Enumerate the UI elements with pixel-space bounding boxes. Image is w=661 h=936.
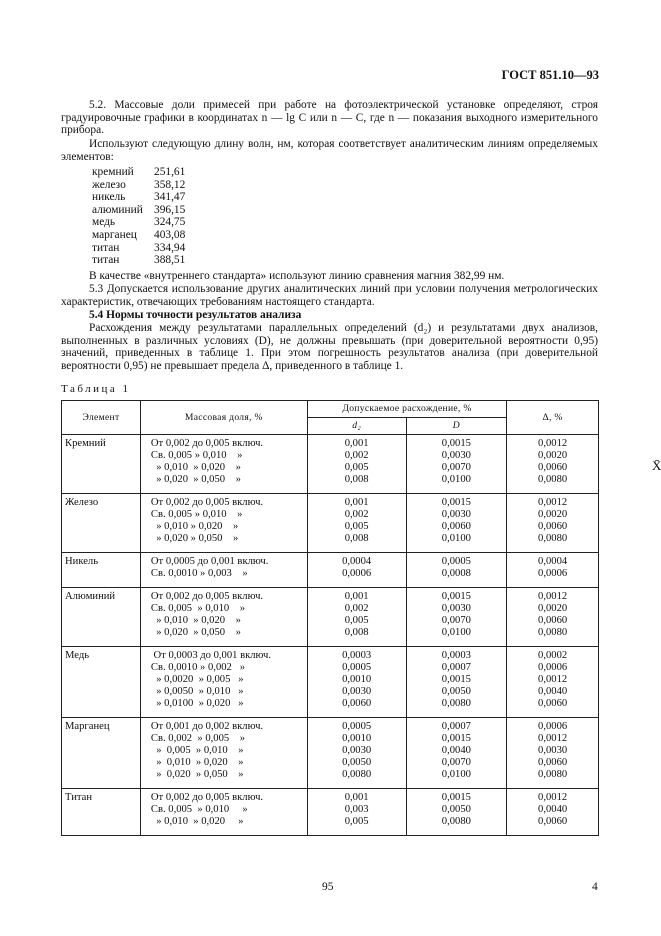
cell-line: 0,0015 bbox=[441, 438, 471, 449]
cell-line: Титан bbox=[65, 792, 93, 803]
cell-line: 0,0015 bbox=[441, 792, 471, 803]
cell-line: От 0,002 до 0,005 включ. bbox=[150, 792, 264, 803]
cell-line: 0,0050 bbox=[342, 757, 372, 768]
cell-line: Медь bbox=[65, 650, 90, 661]
cell-line: 0,0015 bbox=[441, 591, 471, 602]
D-cell bbox=[406, 588, 507, 647]
wavelength-value: 251,61 bbox=[154, 166, 186, 178]
cell-line: 0,002 bbox=[344, 509, 369, 520]
cell-line: 0,0012 bbox=[538, 497, 568, 508]
mass-fraction-cell bbox=[140, 435, 307, 494]
delta-cell bbox=[507, 647, 599, 718]
wavelength-row bbox=[92, 254, 185, 267]
header-delta: Δ, % bbox=[507, 401, 599, 435]
wavelength-list bbox=[92, 166, 185, 267]
cell-line: От 0,0003 до 0,001 включ. bbox=[150, 650, 272, 661]
cell-line: 0,0080 bbox=[538, 769, 568, 780]
wavelength-value: 324,75 bbox=[154, 216, 186, 229]
element-cell bbox=[62, 435, 141, 494]
paragraph-internal-standard bbox=[61, 270, 598, 283]
table-row bbox=[62, 718, 599, 789]
cell-line: 0,0015 bbox=[441, 497, 471, 508]
header-allowed-discrepancy: Допускаемое расхождение, % bbox=[307, 401, 506, 418]
cell-line: 0,0070 bbox=[441, 615, 471, 626]
cell-line: 0,0030 bbox=[441, 509, 471, 520]
cell-line: » 0,010 » 0,020 » bbox=[150, 521, 239, 532]
delta-cell bbox=[507, 718, 599, 789]
cell-line: 0,0100 bbox=[441, 769, 471, 780]
paragraph-5-2 bbox=[61, 99, 598, 137]
cell-line: » 0,020 » 0,050 » bbox=[150, 474, 241, 485]
cell-line: 0,0100 bbox=[441, 533, 471, 544]
cell-line: 0,0060 bbox=[441, 521, 471, 532]
cell-line: Кремний bbox=[65, 438, 106, 449]
cell-line: 0,0007 bbox=[441, 662, 471, 673]
cell-line: 0,0008 bbox=[441, 568, 471, 579]
cell-line: 0,0030 bbox=[441, 603, 471, 614]
mass-fraction-cell bbox=[140, 718, 307, 789]
cell-line: 0,001 bbox=[344, 438, 369, 449]
wavelength-row bbox=[92, 166, 185, 179]
table-body bbox=[62, 435, 599, 836]
element-name: титан bbox=[92, 241, 120, 254]
cell-line: 0,0100 bbox=[441, 627, 471, 638]
d2-cell bbox=[307, 588, 406, 647]
cell-line: Св. 0,005 » 0,010 » bbox=[150, 603, 246, 614]
paragraph-text: Используют следующую длину волн, нм, которая соответствует аналитическим линиям определяемых элементов: bbox=[61, 138, 598, 163]
d2-cell bbox=[307, 647, 406, 718]
wavelength-value: 334,94 bbox=[154, 241, 186, 254]
cell-line: 0,0040 bbox=[441, 745, 471, 756]
cell-line: 0,0080 bbox=[441, 698, 471, 709]
cell-line: Никель bbox=[65, 556, 99, 567]
wavelength-value: 396,15 bbox=[154, 203, 186, 216]
element-name: титан bbox=[92, 254, 120, 267]
cell-line: 0,0002 bbox=[538, 650, 568, 661]
paragraph-text: 5.2. Массовые доли примесей при работе на фотоэлектрической установке определяют, строя градуировочные графики в координатах n — lg C или n — C, где n — показания выходного измерительного прибора. bbox=[61, 99, 598, 137]
cell-line: 0,0050 bbox=[441, 686, 471, 697]
cell-line: » 0,010 » 0,020 » bbox=[150, 462, 241, 473]
cell-line: 0,0030 bbox=[441, 450, 471, 461]
cell-line: 0,005 bbox=[344, 816, 369, 827]
cell-line: » 0,0100 » 0,020 » bbox=[150, 698, 244, 709]
delta-cell bbox=[507, 435, 599, 494]
element-name: железо bbox=[92, 178, 126, 191]
D-cell bbox=[406, 435, 507, 494]
section-title-text: 5.4 Нормы точности результатов анализа bbox=[89, 309, 302, 321]
cell-line: 0,0070 bbox=[441, 757, 471, 768]
D-cell bbox=[406, 553, 507, 588]
delta-cell bbox=[507, 789, 599, 836]
cell-line: 0,002 bbox=[344, 450, 369, 461]
D-cell bbox=[406, 494, 507, 553]
cell-line: 0,0012 bbox=[538, 733, 568, 744]
header-element: Элемент bbox=[62, 401, 141, 435]
cell-line: 0,0012 bbox=[538, 438, 568, 449]
cell-line: Марганец bbox=[65, 721, 110, 732]
cell-line: 0,0030 bbox=[342, 745, 372, 756]
table-row bbox=[62, 588, 599, 647]
cell-line: 0,0060 bbox=[538, 521, 568, 532]
element-name: никель bbox=[92, 191, 126, 204]
wavelength-value: 341,47 bbox=[154, 191, 186, 204]
cell-line: От 0,0005 до 0,001 включ. bbox=[150, 556, 269, 567]
table-row bbox=[62, 789, 599, 836]
cell-line: Алюминий bbox=[65, 591, 116, 602]
cell-line: 0,0080 bbox=[538, 474, 568, 485]
element-name: алюминий bbox=[92, 203, 143, 216]
cell-line: 0,0060 bbox=[342, 698, 372, 709]
wavelength-value: 403,08 bbox=[154, 228, 186, 241]
element-name: медь bbox=[92, 216, 116, 229]
cell-line: Железо bbox=[65, 497, 99, 508]
cell-line: 0,0015 bbox=[441, 733, 471, 744]
footer-right-number: 4 bbox=[592, 881, 598, 893]
cell-line: 0,0080 bbox=[538, 627, 568, 638]
cell-line: 0,0030 bbox=[538, 745, 568, 756]
cell-line: 0,0030 bbox=[342, 686, 372, 697]
paragraph-text: 5.3 Допускается использование других аналитических линий при условии получения метрологических характеристик, отвечающих требованиям настоящего стандарта. bbox=[61, 283, 598, 308]
cell-line: 0,002 bbox=[344, 603, 369, 614]
cell-line: 0,0006 bbox=[538, 721, 568, 732]
D-cell bbox=[406, 647, 507, 718]
cell-line: » 0,0050 » 0,010 » bbox=[150, 686, 244, 697]
cell-line: » 0,020 » 0,050 » bbox=[150, 533, 239, 544]
wavelength-row bbox=[92, 229, 185, 242]
cell-line: От 0,002 до 0,005 включ. bbox=[150, 438, 264, 449]
cell-line: 0,0060 bbox=[538, 615, 568, 626]
cell-line: 0,001 bbox=[344, 792, 369, 803]
cell-line: 0,001 bbox=[344, 497, 369, 508]
cell-line: 0,0080 bbox=[342, 769, 372, 780]
d2-cell bbox=[307, 718, 406, 789]
cell-line: 0,0050 bbox=[441, 804, 471, 815]
cell-line: 0,0010 bbox=[342, 674, 372, 685]
cell-line: 0,0004 bbox=[538, 556, 568, 567]
element-cell bbox=[62, 588, 141, 647]
cell-line: 0,0005 bbox=[441, 556, 471, 567]
d2-cell bbox=[307, 789, 406, 836]
cell-line: 0,0020 bbox=[538, 603, 568, 614]
mass-fraction-cell bbox=[140, 588, 307, 647]
section-title bbox=[61, 309, 598, 322]
wavelength-row bbox=[92, 204, 185, 217]
cell-line: 0,0060 bbox=[538, 462, 568, 473]
cell-line: 0,0005 bbox=[342, 721, 372, 732]
cell-line: 0,0006 bbox=[538, 568, 568, 579]
wavelength-value: 388,51 bbox=[154, 254, 186, 267]
cell-line: » 0,0020 » 0,005 » bbox=[150, 674, 244, 685]
mass-fraction-cell bbox=[140, 494, 307, 553]
cell-line: 0,0003 bbox=[441, 650, 471, 661]
table-caption: Таблица 1 bbox=[61, 383, 131, 395]
paragraph-text: В качестве «внутреннего стандарта» используют линию сравнения магния 382,99 нм. bbox=[89, 270, 505, 282]
cell-line: 0,0005 bbox=[342, 662, 372, 673]
cell-line: Св. 0,005 » 0,010 » bbox=[150, 509, 243, 520]
table-row bbox=[62, 494, 599, 553]
cell-line: 0,005 bbox=[344, 462, 369, 473]
cell-line: 0,0015 bbox=[441, 674, 471, 685]
cell-line: 0,0006 bbox=[538, 662, 568, 673]
cell-line: » 0,010 » 0,020 » bbox=[150, 757, 244, 768]
cell-line: 0,0006 bbox=[342, 568, 372, 579]
cell-line: Св. 0,002 » 0,005 » bbox=[150, 733, 246, 744]
cell-line: 0,003 bbox=[344, 804, 369, 815]
accuracy-table bbox=[61, 400, 599, 836]
cell-line: 0,0012 bbox=[538, 674, 568, 685]
element-name: кремний bbox=[92, 166, 134, 178]
cell-line: 0,0060 bbox=[538, 698, 568, 709]
element-cell bbox=[62, 789, 141, 836]
D-cell bbox=[406, 789, 507, 836]
wavelength-row bbox=[92, 216, 185, 229]
paragraph-5-3 bbox=[61, 283, 598, 308]
element-cell bbox=[62, 718, 141, 789]
delta-cell bbox=[507, 494, 599, 553]
cell-line: 0,0003 bbox=[342, 650, 372, 661]
cell-line: 0,0020 bbox=[538, 450, 568, 461]
cell-line: » 0,020 » 0,050 » bbox=[150, 627, 241, 638]
cell-line: Св. 0,0010 » 0,003 » bbox=[150, 568, 248, 579]
margin-mark: X̄ bbox=[652, 458, 661, 473]
paragraph-wavelengths bbox=[61, 138, 598, 163]
cell-line: От 0,001 до 0,002 включ. bbox=[150, 721, 264, 732]
cell-line: 0,0004 bbox=[342, 556, 372, 567]
cell-line: 0,005 bbox=[344, 615, 369, 626]
table-row bbox=[62, 435, 599, 494]
cell-line: 0,0012 bbox=[538, 591, 568, 602]
cell-line: Св. 0,005 » 0,010 » bbox=[150, 804, 248, 815]
cell-line: 0,0007 bbox=[441, 721, 471, 732]
cell-line: 0,0080 bbox=[441, 816, 471, 827]
table-row bbox=[62, 553, 599, 588]
cell-line: 0,008 bbox=[344, 533, 369, 544]
document-header: ГОСТ 851.10—93 bbox=[501, 68, 599, 82]
cell-line: 0,0010 bbox=[342, 733, 372, 744]
d2-cell bbox=[307, 494, 406, 553]
cell-line: » 0,020 » 0,050 » bbox=[150, 769, 244, 780]
D-cell bbox=[406, 718, 507, 789]
cell-line: 0,0060 bbox=[538, 816, 568, 827]
cell-line: » 0,010 » 0,020 » bbox=[150, 816, 244, 827]
cell-line: 0,0070 bbox=[441, 462, 471, 473]
element-cell bbox=[62, 494, 141, 553]
wavelength-row bbox=[92, 179, 185, 192]
cell-line: Св. 0,005 » 0,010 » bbox=[150, 450, 243, 461]
cell-line: 0,0012 bbox=[538, 792, 568, 803]
cell-line: Св. 0,0010 » 0,002 » bbox=[150, 662, 246, 673]
cell-line: 0,0060 bbox=[538, 757, 568, 768]
mass-fraction-cell bbox=[140, 789, 307, 836]
wavelength-row bbox=[92, 242, 185, 255]
header-mass-fraction: Массовая доля, % bbox=[140, 401, 307, 435]
cell-line: От 0,002 до 0,005 включ. bbox=[150, 591, 264, 602]
cell-line: 0,0040 bbox=[538, 804, 568, 815]
cell-line: 0,005 bbox=[344, 521, 369, 532]
cell-line: » 0,005 » 0,010 » bbox=[150, 745, 244, 756]
delta-cell bbox=[507, 588, 599, 647]
cell-line: 0,0080 bbox=[538, 533, 568, 544]
header-d2: d₂ bbox=[307, 418, 406, 435]
element-name: марганец bbox=[92, 228, 137, 241]
d2-cell bbox=[307, 553, 406, 588]
cell-line: 0,0040 bbox=[538, 686, 568, 697]
cell-line: 0,001 bbox=[344, 591, 369, 602]
d2-cell bbox=[307, 435, 406, 494]
header-D: D bbox=[406, 418, 507, 435]
paragraph-5-4 bbox=[61, 322, 598, 372]
cell-line: 0,0020 bbox=[538, 509, 568, 520]
cell-line: 0,0100 bbox=[441, 474, 471, 485]
table-row bbox=[62, 647, 599, 718]
cell-line: 0,008 bbox=[344, 627, 369, 638]
cell-line: » 0,010 » 0,020 » bbox=[150, 615, 241, 626]
cell-line: От 0,002 до 0,005 включ. bbox=[150, 497, 264, 508]
element-cell bbox=[62, 647, 141, 718]
paragraph-text: Расхождения между результатами параллельных определений (d₂) и результатами двух анализов, выполненных в различных условиях (D), не должны превышать (при доверительной вероятности 0,95) значений, приведенных в таблице 1. При этом погрешность результатов анализа (при доверительной вероятности 0,95) не превышает предела Δ, приведенного в таблице 1. bbox=[61, 322, 598, 372]
wavelength-row bbox=[92, 191, 185, 204]
page-number: 95 bbox=[322, 881, 334, 893]
mass-fraction-cell bbox=[140, 553, 307, 588]
mass-fraction-cell bbox=[140, 647, 307, 718]
wavelength-value: 358,12 bbox=[154, 178, 186, 191]
cell-line: 0,008 bbox=[344, 474, 369, 485]
delta-cell bbox=[507, 553, 599, 588]
element-cell bbox=[62, 553, 141, 588]
